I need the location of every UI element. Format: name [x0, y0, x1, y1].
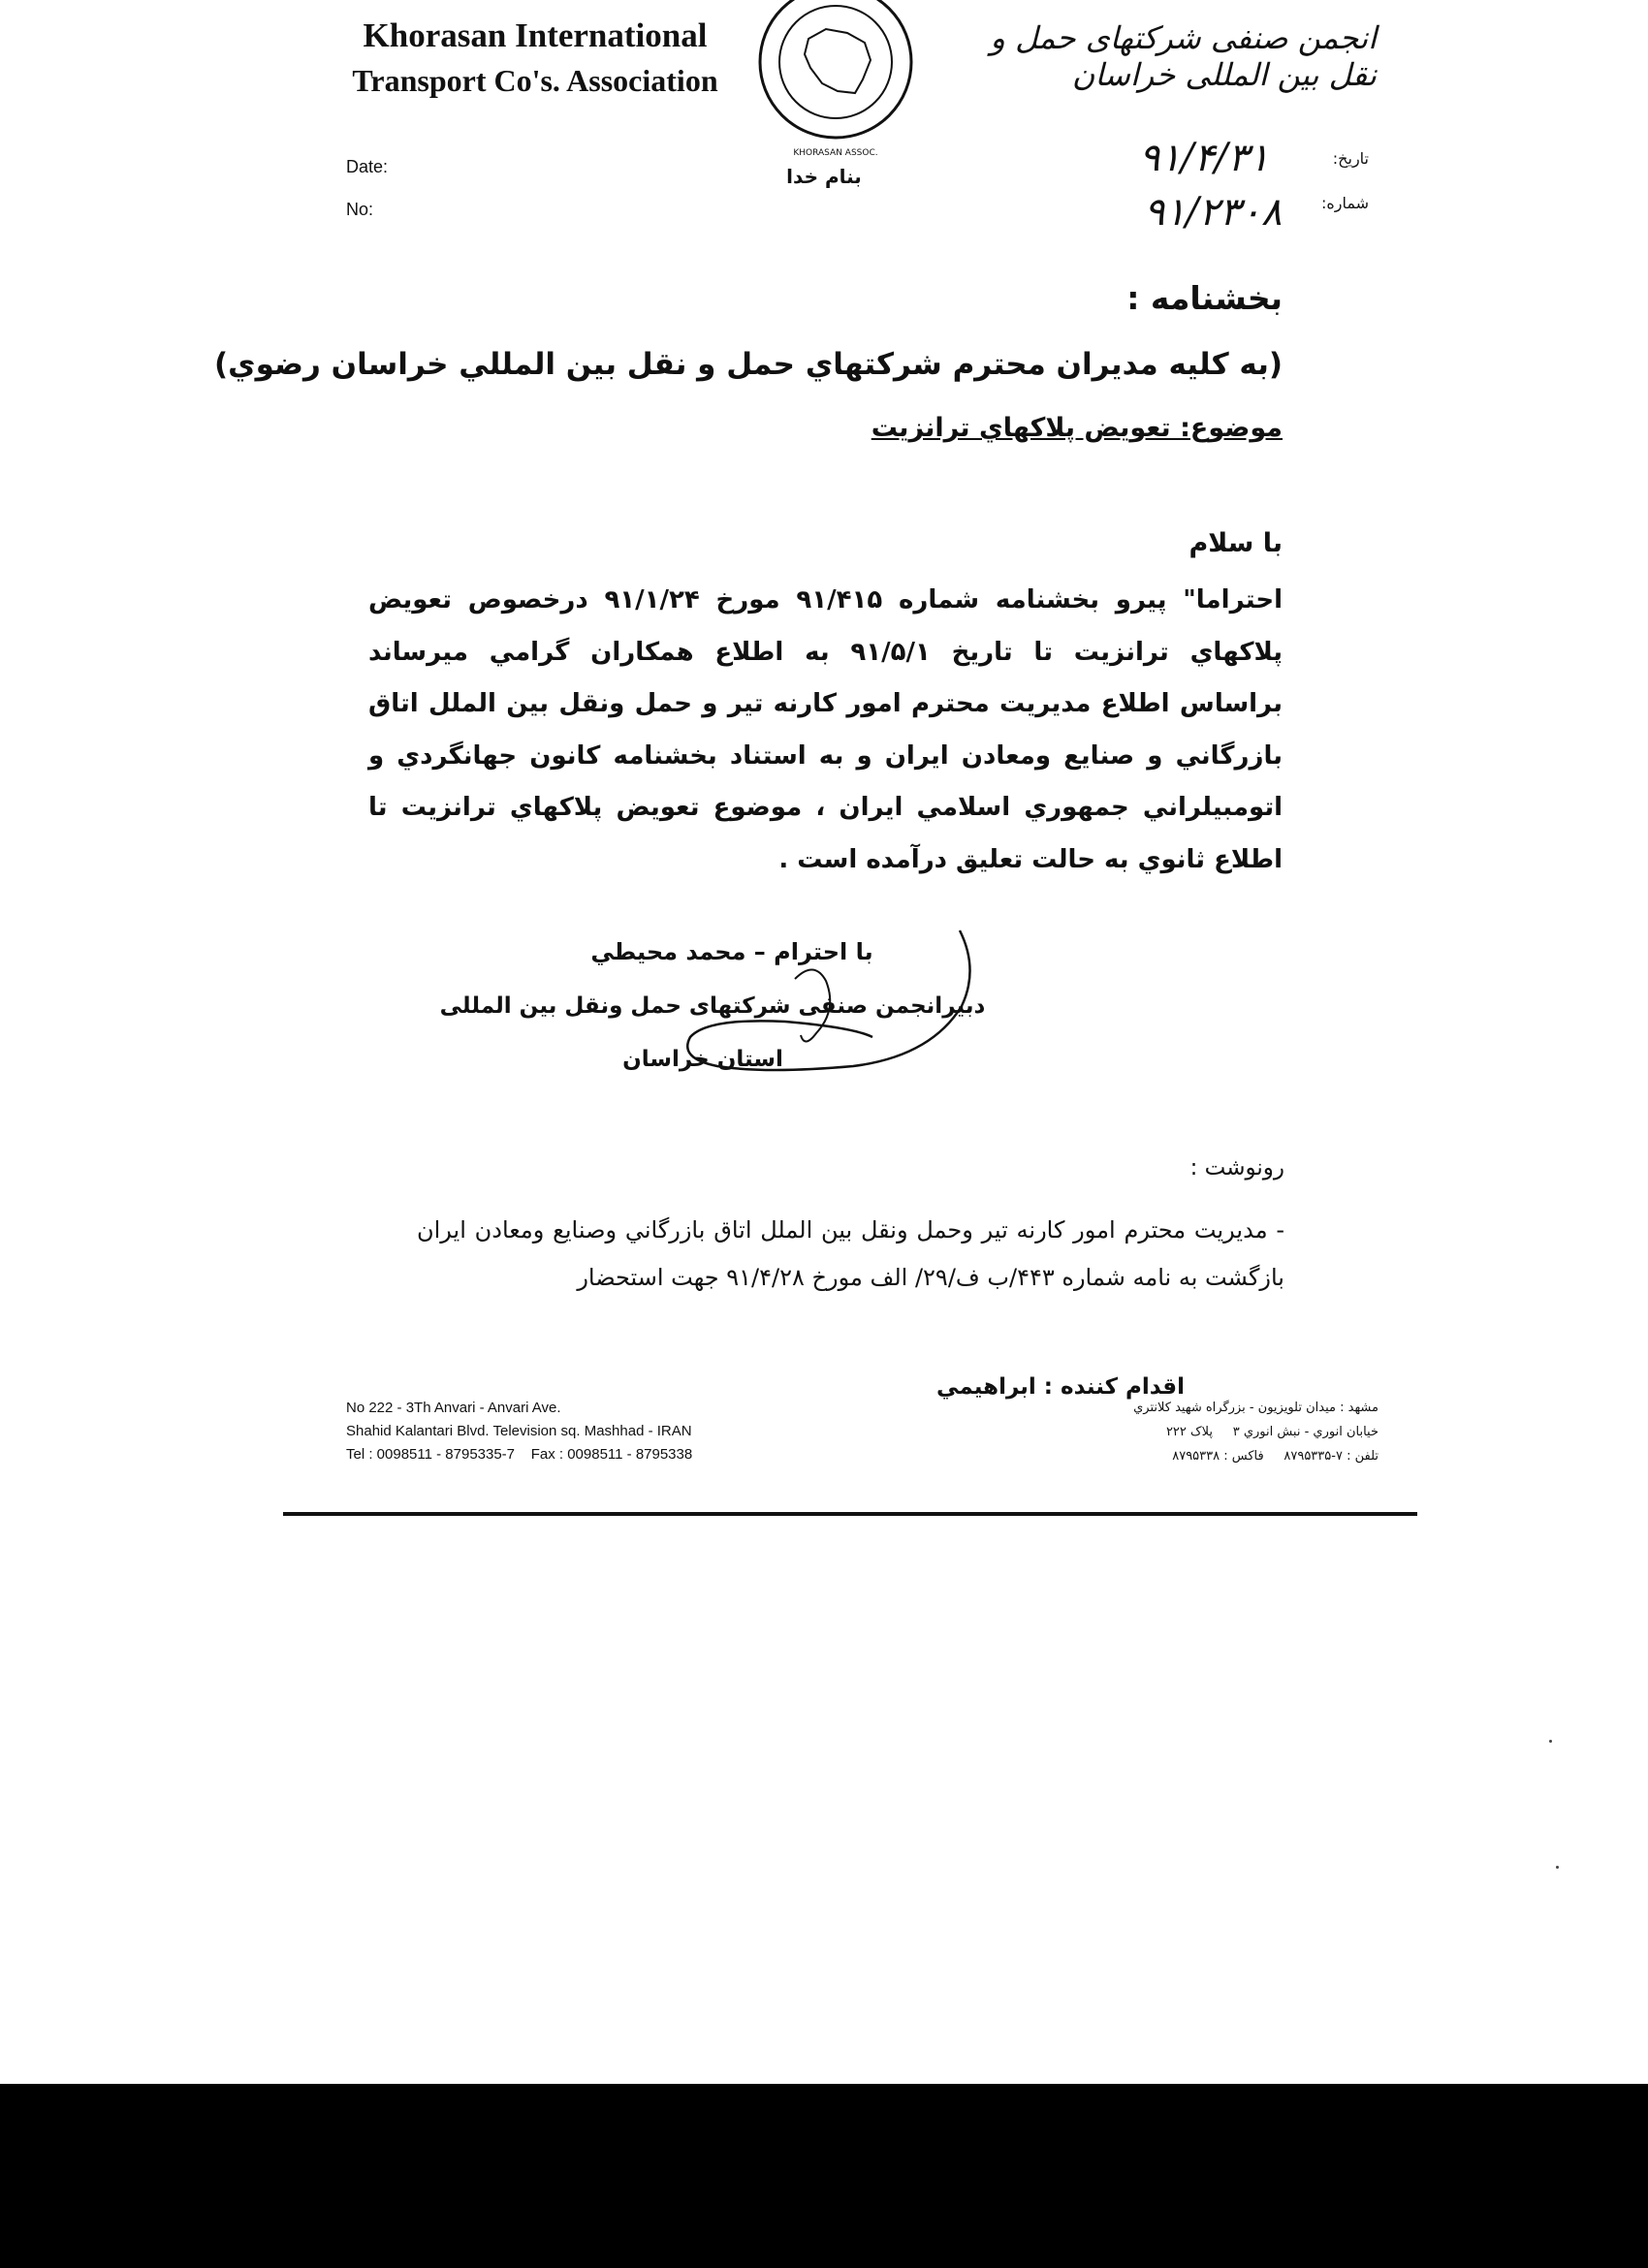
address-en-line2: Shahid Kalantari Blvd. Television sq. Mashhad - IRAN	[346, 1423, 692, 1439]
scan-border	[0, 2084, 1648, 2268]
date-label-en: Date:	[346, 157, 389, 176]
greeting: با سلام	[1188, 528, 1283, 558]
address-fa-line1: مشهد : ميدان تلويزيون - بزرگراه شهيد كلانتري	[1133, 1401, 1379, 1415]
number-label-fa: شماره:	[1320, 194, 1369, 212]
date-label-fa: تاریخ:	[1332, 149, 1369, 168]
association-seal-logo	[758, 0, 913, 180]
signatory-province: استان خراسان	[622, 1047, 783, 1072]
org-name-english	[341, 14, 729, 103]
letter-body: احتراما" پيرو بخشنامه شماره ۹۱/۴۱۵ مورخ ۹۱/۱/۲۴ درخصوص تعويض پلاكهاي ترانزيت تا تاريخ ۹۱/۵/۱ به اطلاع همكاران گرامي ميرساند براساس اطلاع مديريت محترم امور كارنه تير و حمل ونقل بين الملل اتاق بازرگاني و صنايع ومعادن ايران و به استناد بخشنامه كانون جهانگردي و اتومبيلراني جمهوري اسلامي ايران ، موضوع تعويض پلاكهاي ترانزيت تا اطلاع ثانوي به حالت تعليق درآمده است .	[368, 585, 1284, 874]
org-name-en-line2: Transport Co's. Association	[352, 63, 718, 98]
scan-speck	[1556, 1866, 1559, 1869]
subject-line: موضوع: تعويض پلاكهاي ترانزيت	[871, 413, 1283, 443]
address-persian	[1049, 1396, 1379, 1468]
address-fa-line2: خيابان انوري - نبش انوري ۳ پلاک ۲۲۲	[1165, 1425, 1379, 1439]
cc-label: رونوشت :	[1189, 1155, 1284, 1181]
address-en-line3: Tel : 0098511 - 8795335-7 Fax : 0098511 - 8795338	[346, 1446, 693, 1463]
address-fa-line3: تلفن : ۷-۸۷۹۵۳۳۵ فاکس : ۸۷۹۵۳۳۸	[1172, 1449, 1379, 1464]
addressee-line: (به كليه مديران محترم شركتهاي حمل و نقل بين المللي خراسان رضوي)	[214, 347, 1283, 382]
action-by: اقدام كننده : ابراهيمي	[936, 1374, 1185, 1400]
address-en-line1: No 222 - 3Th Anvari - Anvari Ave.	[346, 1400, 561, 1416]
number-label-en: No:	[346, 200, 374, 219]
org-name-persian: انجمن صنفی شرکتهای حمل و نقل بین المللی خراسان	[990, 19, 1377, 93]
signatory-name: با احترام – محمد محيطي	[590, 938, 873, 965]
cc-text: - مديريت محترم امور كارنه تير وحمل ونقل بين الملل اتاق بازرگاني وصنايع ومعادن ايران بازگشت به نامه شماره ۴۴۳/ب ف/۲۹/ الف مورخ ۹۱/۴/۲۸ جهت استحضار	[417, 1216, 1284, 1291]
signatory-title: دبيرانجمن صنفی شرکتهای حمل ونقل بين المللی	[439, 993, 986, 1019]
circular-title: بخشنامه :	[1126, 279, 1283, 317]
footer-divider	[283, 1512, 1417, 1516]
handwritten-number: ۹۱/۲۳۰۸	[1144, 190, 1283, 235]
org-name-en-line1: Khorasan International	[363, 16, 708, 54]
scan-speck	[1549, 1740, 1552, 1743]
svg-text:KHORASAN ASSOC.: KHORASAN ASSOC.	[793, 148, 878, 158]
address-english	[346, 1397, 692, 1466]
basmala: بنام خدا	[786, 165, 862, 188]
handwritten-date: ۹۱/۴/۳۱	[1139, 136, 1270, 180]
